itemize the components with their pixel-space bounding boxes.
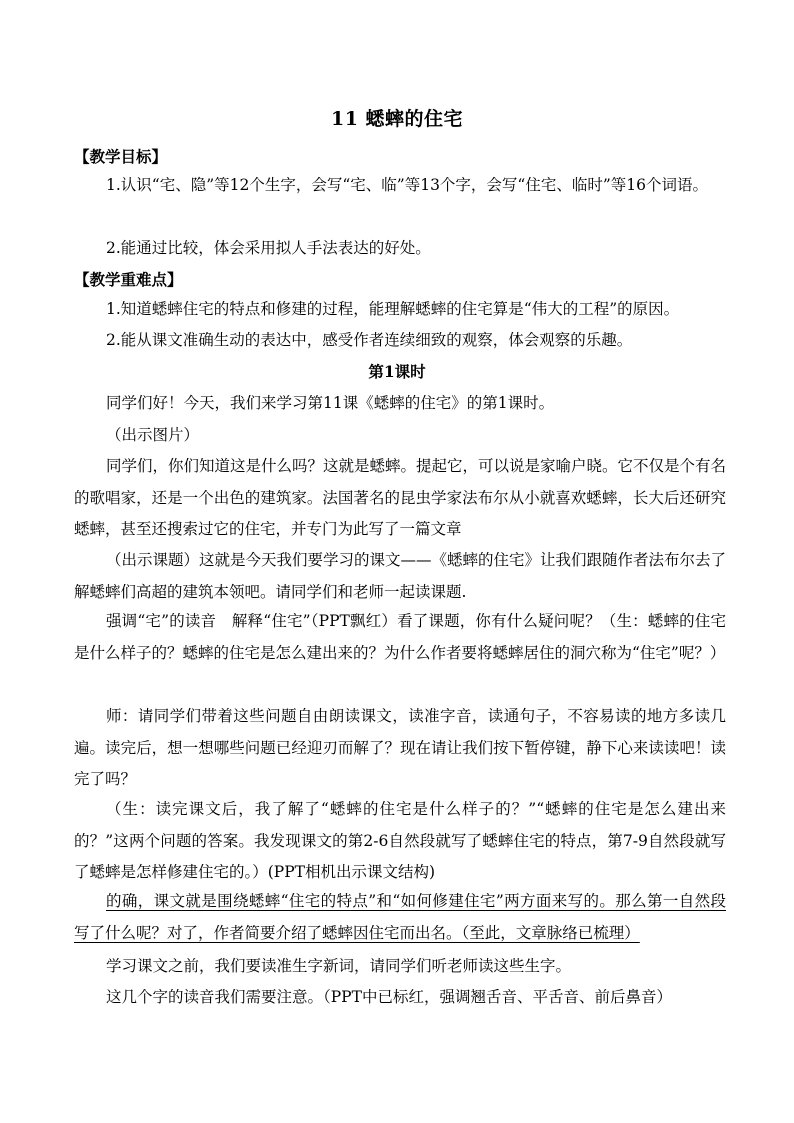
paragraph-8-underlined: 的确，课文就是围绕蟋蟀“住宅的特点”和“如何修建住宅”两方面来写的。那么第一自然段写了什么呢？对了，作者简要介绍了蟋蟀因住宅而出名。（至此，文章脉络已梳理）: [74, 892, 726, 942]
paragraph-3: 同学们，你们知道这是什么吗？这就是蟋蟀。提起它，可以说是家喻户晓。它不仅是个有名的歌唱家，还是一个出色的建筑家。法国著名的昆虫学家法布尔从小就喜欢蟋蟀，长大后还研究蟋蟀，甚至还搜索过它的住宅，并专门为此写了一篇文章: [74, 457, 727, 538]
paragraph-1: 同学们好！今天，我们来学习第11课《蟋蟀的住宅》的第1课时。: [106, 394, 555, 412]
goal-item-1: 1.认识“宅、隐”等12个生字，会写“宅、临”等13个字，会写“住宅、临时”等16个词语。: [106, 176, 709, 194]
paragraph-9: 学习课文之前，我们要读准生字新词，请同学们听老师读这些生字。: [106, 957, 572, 975]
section-heading-goals: 【教学目标】: [74, 147, 168, 166]
paragraph-4: （出示课题）这就是今天我们要学习的课文——《蟋蟀的住宅》让我们跟随作者法布尔去了解蟋蟀们高超的建筑本领吧。请同学们和老师一起读课题.: [74, 551, 727, 601]
lesson-subtitle: 第1课时: [368, 362, 426, 381]
page-title: 11 蟋蟀的住宅: [330, 108, 464, 130]
paragraph-5: 强调“宅”的读音 解释“住宅”（PPT飘红）看了课题，你有什么疑问呢？（生：蟋蟀的住宅是什么样子的？蟋蟀的住宅是怎么建出来的？为什么作者要将蟋蟀居住的洞穴称为“住宅”呢？）: [74, 612, 726, 662]
key-point-2: 2.能从课文准确生动的表达中，感受作者连续细致的观察，体会观察的乐趣。: [106, 331, 633, 349]
paragraph-6: 师：请同学们带着这些问题自由朗读课文，读准字音，读通句子，不容易读的地方多读几遍。读完后，想一想哪些问题已经迎刃而解了？现在请让我们按下暂停键，静下心来读读吧！读完了吗？: [74, 707, 726, 788]
paragraph-10: 这几个字的读音我们需要注意。（PPT中已标红，强调翘舌音、平舌音、前后鼻音）: [106, 988, 672, 1006]
key-point-1: 1.知道蟋蟀住宅的特点和修建的过程，能理解蟋蟀的住宅算是“伟大的工程”的原因。: [106, 300, 680, 318]
paragraph-2: （出示图片）: [106, 426, 200, 444]
section-heading-key-points: 【教学重难点】: [74, 270, 183, 289]
paragraph-7: （生：读完课文后，我了解了“蟋蟀的住宅是什么样子的？”“蟋蟀的住宅是怎么建出来的？”这两个问题的答案。我发现课文的第2-6自然段就写了蟋蟀住宅的特点，第7-9自然段就写了蟋蟀是怎样修建住宅的。）(PPT相机出示课文结构): [74, 800, 726, 881]
goal-item-2: 2.能通过比较，体会采用拟人手法表达的好处。: [106, 239, 431, 257]
